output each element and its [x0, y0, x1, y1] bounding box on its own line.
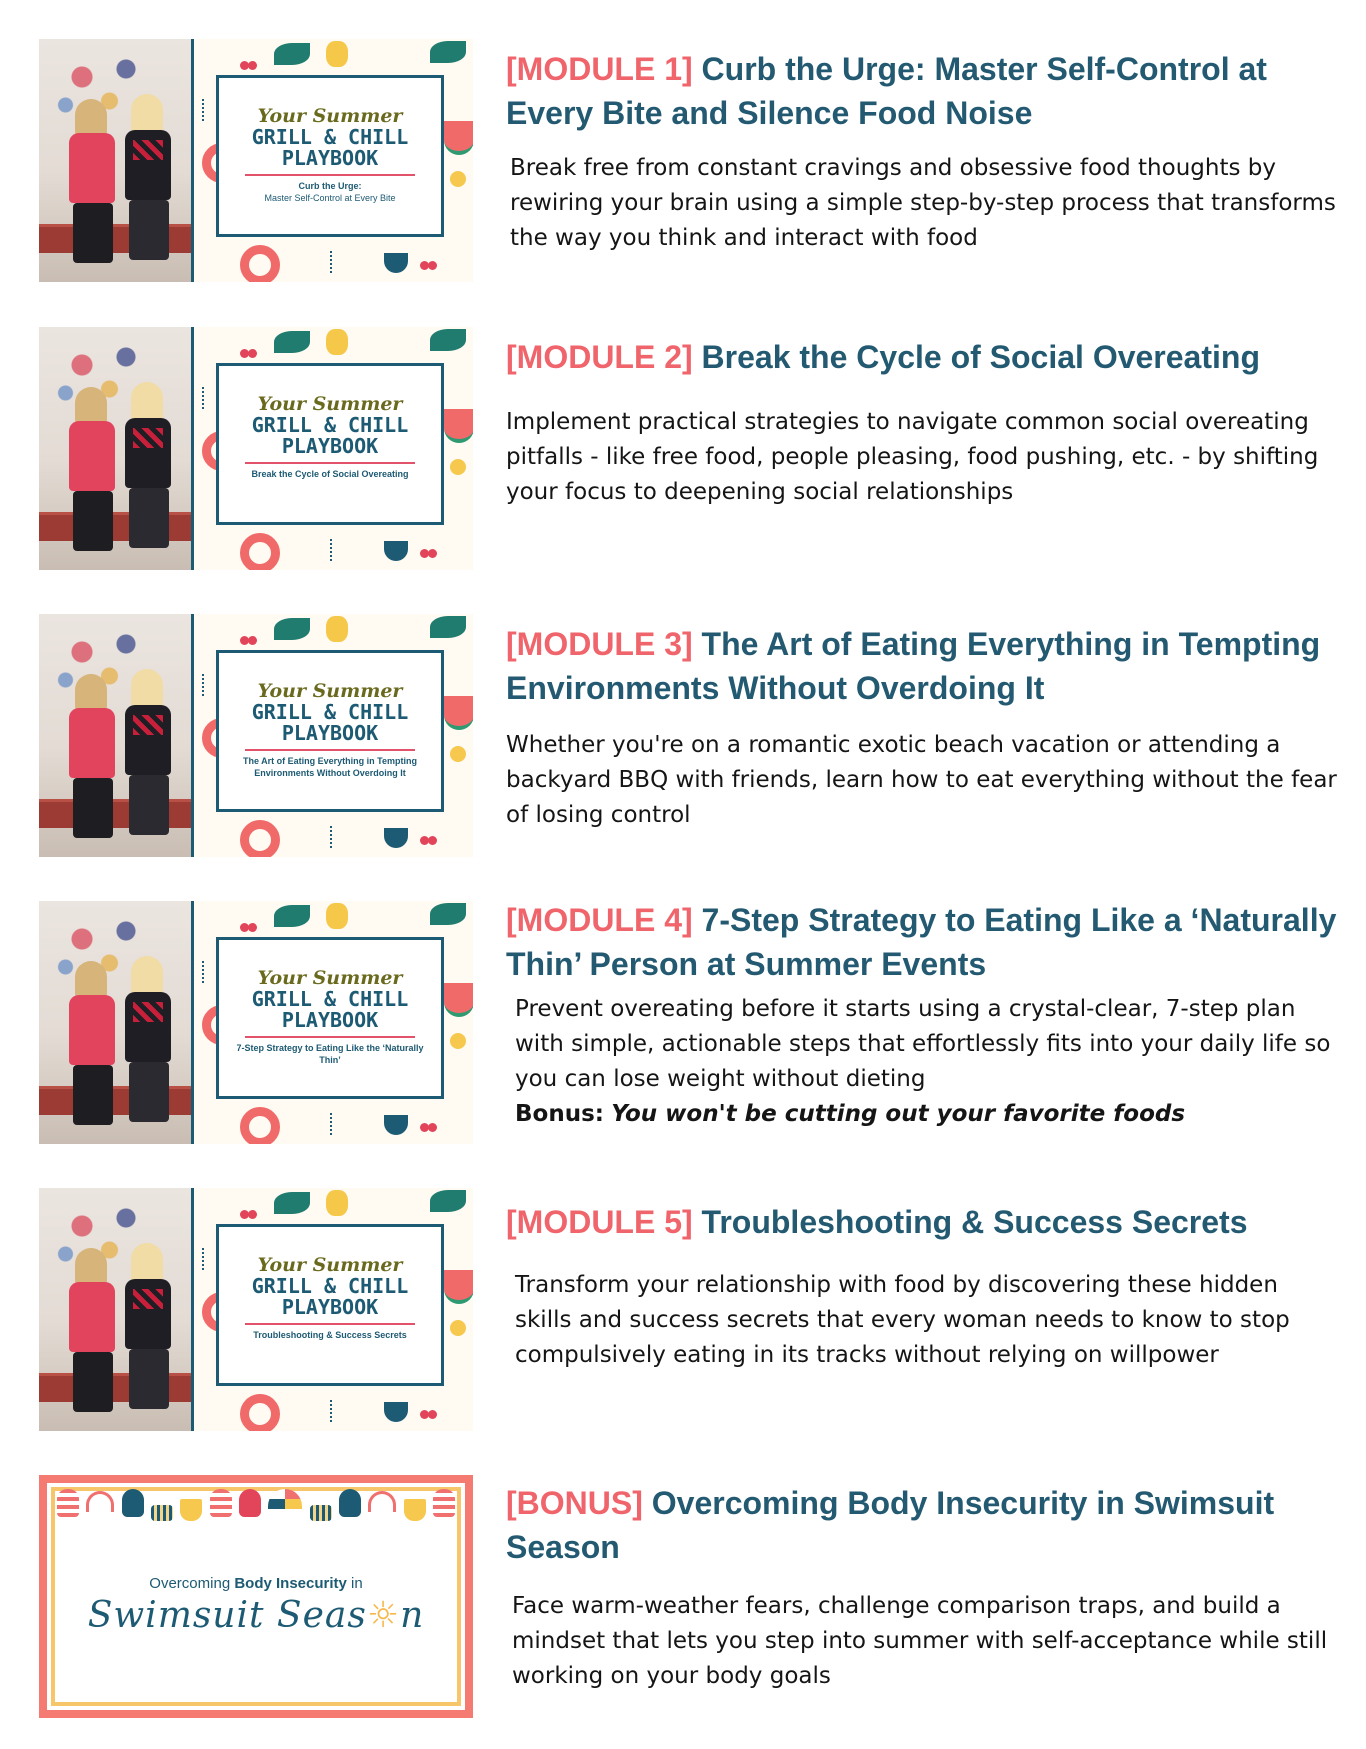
thumb-subtitle: 7-Step Strategy to Eating Like the ‘Naturally Thin’: [236, 1043, 424, 1065]
module-3-title-text: The Art of Eating Everything in Tempting Environments Without Overdoing It: [506, 626, 1321, 706]
module-4-tag: [MODULE 4]: [506, 902, 693, 938]
bonus-thumb-overline: Overcoming Body Insecurity in: [149, 1575, 363, 1592]
thumb-subtitle-2: Master Self-Control at Every Bite: [264, 193, 396, 203]
module-5-thumbnail: [39, 1188, 473, 1431]
module-4-description: Prevent overeating before it starts using a crystal-clear, 7-step plan with simple, actionable steps that effortlessly fits into your daily life so you can lose weight without dieting: [515, 996, 1331, 1092]
sun-icon: ☼: [366, 1595, 401, 1636]
playbook-card: [216, 1224, 444, 1386]
summer-pattern: [191, 39, 473, 282]
module-1-tag: [MODULE 1]: [506, 51, 693, 87]
module-2-description: Implement practical strategies to navigate common social overeating pitfalls - like free food, people pleasing, food pushing, etc. - by shifting your focus to deepening social relationships: [506, 409, 1319, 505]
thumb-subtitle: Curb the Urge:: [298, 181, 362, 191]
module-4-bonus-line: [515, 1097, 1341, 1132]
module-1-thumbnail: [39, 39, 473, 282]
module-1-title: [506, 47, 1341, 135]
summer-pattern: [191, 1188, 473, 1431]
module-2-title-text: Break the Cycle of Social Overeating: [701, 339, 1260, 375]
module-4-title: [506, 898, 1341, 986]
bonus-thumb-script-title: Swimsuit Seas☼n: [87, 1595, 425, 1636]
module-1-description: Break free from constant cravings and obsessive food thoughts by rewiring your brain using a simple step-by-step process that transforms the way you think and interact with food: [510, 155, 1336, 251]
module-3-title: [506, 622, 1341, 710]
module-3-description: Whether you're on a romantic exotic beach vacation or attending a backyard BBQ with friends, learn how to eat everything without the fear of losing control: [506, 732, 1337, 828]
module-4-thumbnail: [39, 901, 473, 1144]
module-5-description: Transform your relationship with food by discovering these hidden skills and success secrets that every woman needs to know to stop compulsively eating in its tracks without relying on willpower: [515, 1272, 1290, 1368]
thumb-grill-chill: GRILL & CHILL: [251, 1274, 409, 1298]
thumb-playbook: PLAYBOOK: [281, 1295, 379, 1319]
bonus-thumbnail: [39, 1475, 473, 1718]
thumb-your-summer: Your Summer: [257, 967, 403, 989]
module-4-bonus-text: You won't be cutting out your favorite foods: [611, 1101, 1186, 1127]
bonus-title-text: Overcoming Body Insecurity in Swimsuit Season: [506, 1485, 1275, 1565]
thumb-playbook: PLAYBOOK: [281, 721, 379, 745]
thumb-your-summer: Your Summer: [257, 680, 403, 702]
swimwear-pattern: [57, 1489, 455, 1541]
thumb-subtitle: Troubleshooting & Success Secrets: [253, 1330, 407, 1340]
thumb-playbook: PLAYBOOK: [281, 146, 379, 170]
summer-pattern: [191, 327, 473, 570]
hosts-photo: [39, 327, 191, 570]
hosts-photo: [39, 39, 191, 282]
thumb-grill-chill: GRILL & CHILL: [251, 987, 409, 1011]
module-2-title: [506, 335, 1341, 379]
thumb-grill-chill: GRILL & CHILL: [251, 125, 409, 149]
hosts-photo: [39, 1188, 191, 1431]
thumb-your-summer: Your Summer: [257, 1254, 403, 1276]
module-3-tag: [MODULE 3]: [506, 626, 693, 662]
module-2-tag: [MODULE 2]: [506, 339, 693, 375]
module-5-tag: [MODULE 5]: [506, 1204, 693, 1240]
thumb-playbook: PLAYBOOK: [281, 434, 379, 458]
thumb-playbook: PLAYBOOK: [281, 1008, 379, 1032]
thumb-grill-chill: GRILL & CHILL: [251, 700, 409, 724]
bonus-title: [506, 1481, 1341, 1569]
module-2-thumbnail: [39, 327, 473, 570]
playbook-card: [216, 937, 444, 1099]
bonus-tag: [BONUS]: [506, 1485, 643, 1521]
playbook-card: [216, 363, 444, 525]
thumb-your-summer: Your Summer: [257, 105, 403, 127]
summer-pattern: [191, 614, 473, 857]
module-5-title-text: Troubleshooting & Success Secrets: [701, 1204, 1248, 1240]
thumb-your-summer: Your Summer: [257, 393, 403, 415]
thumb-subtitle: The Art of Eating Everything in Tempting Environments Without Overdoing It: [242, 756, 417, 778]
playbook-card: [216, 75, 444, 237]
hosts-photo: [39, 614, 191, 857]
summer-pattern: [191, 901, 473, 1144]
module-4-bonus-label: Bonus:: [515, 1101, 604, 1127]
bonus-description: Face warm-weather fears, challenge comparison traps, and build a mindset that lets you step into summer with self-acceptance while still working on your body goals: [512, 1593, 1328, 1689]
module-5-title: [506, 1200, 1341, 1244]
thumb-grill-chill: GRILL & CHILL: [251, 413, 409, 437]
module-4-title-text: 7-Step Strategy to Eating Like a ‘Naturally Thin’ Person at Summer Events: [506, 902, 1337, 982]
playbook-card: [216, 650, 444, 812]
hosts-photo: [39, 901, 191, 1144]
thumb-subtitle: Break the Cycle of Social Overeating: [251, 469, 409, 479]
module-1-title-text: Curb the Urge: Master Self-Control at Every Bite and Silence Food Noise: [506, 51, 1267, 131]
module-3-thumbnail: [39, 614, 473, 857]
